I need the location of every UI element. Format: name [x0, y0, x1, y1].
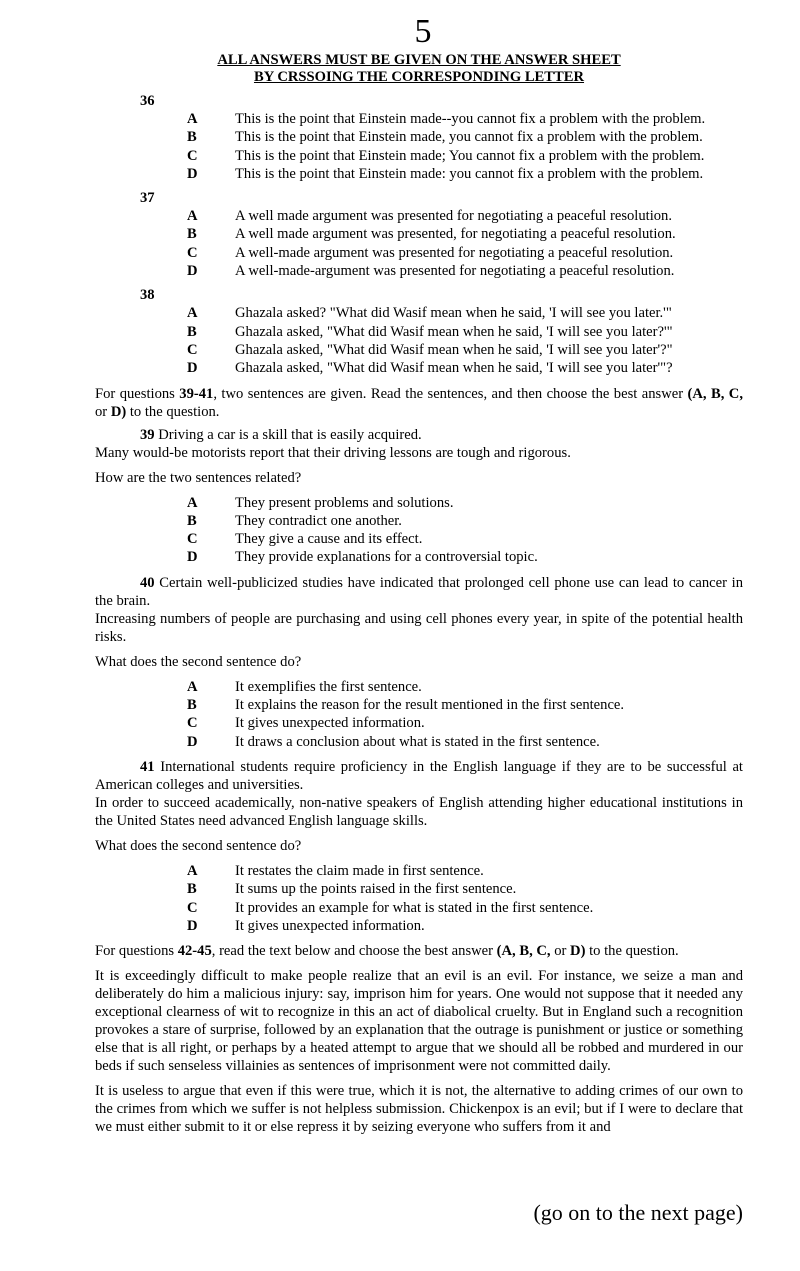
- sentence-2: Increasing numbers of people are purchasing and using cell phones every year, in spite of the potential health risks.: [95, 610, 743, 645]
- option-a: A It restates the claim made in first sentence.: [187, 862, 484, 879]
- option-a: A They present problems and solutions.: [187, 494, 454, 511]
- option-b: B Ghazala asked, "What did Wasif mean when he said, 'I will see you later?'": [187, 323, 673, 340]
- option-a: A A well made argument was presented for negotiating a peaceful resolution.: [187, 208, 672, 225]
- option-d: D This is the point that Einstein made: you cannot fix a problem with the problem.: [187, 165, 704, 182]
- option-c: C This is the point that Einstein made; You cannot fix a problem with the problem.: [187, 147, 705, 164]
- header-line-1: ALL ANSWERS MUST BE GIVEN ON THE ANSWER SHEET: [217, 52, 621, 68]
- question-36: [95, 92, 743, 183]
- option-d: D It gives unexpected information.: [187, 917, 425, 934]
- sentence-2: Many would-be motorists report that their driving lessons are tough and rigorous.: [95, 444, 571, 461]
- question-prompt: What does the second sentence do?: [95, 837, 302, 854]
- question-39: [95, 426, 743, 567]
- sentence-1: 39 Driving a car is a skill that is easily acquired.: [140, 426, 422, 443]
- option-d: D It draws a conclusion about what is stated in the first sentence.: [187, 733, 600, 750]
- option-c: C A well-made argument was presented for negotiating a peaceful resolution.: [187, 244, 674, 261]
- reading-passage-paragraph-2: It is useless to argue that even if this were true, which it is not, the alternative to adding crimes of our own to the crimes from which we suffer is not helpless submission. Chickenpox is an evil; but if I were to declare that we must either submit to it or else repress it by seizing everyone who suffers from it and: [95, 1083, 743, 1136]
- option-b: B It explains the reason for the result mentioned in the first sentence.: [187, 697, 625, 714]
- question-41: [95, 758, 743, 935]
- option-c: C They give a cause and its effect.: [187, 531, 423, 548]
- question-number: 37: [140, 190, 155, 207]
- option-d: D They provide explanations for a controversial topic.: [187, 549, 538, 566]
- question-number: 38: [140, 287, 155, 304]
- option-a: A Ghazala asked? "What did Wasif mean when he said, 'I will see you later.'": [187, 305, 672, 322]
- instructions-42-45: For questions 42-45, read the text below and choose the best answer (A, B, C, or D) to the question.: [95, 943, 679, 960]
- question-prompt: How are the two sentences related?: [95, 469, 302, 486]
- option-c: C Ghazala asked, "What did Wasif mean when he said, 'I will see you later'?": [187, 341, 673, 358]
- option-d: D Ghazala asked, "What did Wasif mean when he said, 'I will see you later'"?: [187, 360, 673, 377]
- sentence-2: In order to succeed academically, non-native speakers of English attending higher educational institutions in the United States need advanced English language skills.: [95, 794, 743, 829]
- continue-note: (go on to the next page): [533, 1200, 743, 1225]
- option-a: A It exemplifies the first sentence.: [187, 678, 422, 695]
- header-line-2: BY CRSSOING THE CORRESPONDING LETTER: [253, 69, 585, 85]
- sentence-1: 40 Certain well-publicized studies have indicated that prolonged cell phone use can lead to cancer in the brain.: [95, 574, 743, 609]
- option-b: B A well made argument was presented, for negotiating a peaceful resolution.: [187, 226, 676, 243]
- option-b: B This is the point that Einstein made, you cannot fix a problem with the problem.: [187, 129, 703, 146]
- reading-passage-paragraph-1: It is exceedingly difficult to make people realize that an evil is an evil. For instance, we seize a man and deliberately do him a malicious injury: say, imprison him for years. One would not suppose that it needed any exceptional clearness of wit to recognize in this an act of diabolical cruelty. But in England such a recognition provokes a stare of surprise, followed by an explanation that the outrage is punishment or justice or something else that is all right, or perhaps by a heated attempt to argue that we should all be robbed and murdered in our beds if such senseless villainies as sentences of imprisonment were not committed daily.: [95, 968, 743, 1075]
- question-40: [95, 574, 743, 751]
- option-b: B They contradict one another.: [187, 512, 402, 529]
- option-d: D A well-made-argument was presented for negotiating a peaceful resolution.: [187, 263, 675, 280]
- question-prompt: What does the second sentence do?: [95, 653, 302, 670]
- page-number: 5: [414, 13, 432, 50]
- instructions-header: [95, 52, 743, 86]
- question-37: [95, 189, 743, 280]
- sentence-1: 41 International students require proficiency in the English language if they are to be successful at American colleges and universities.: [95, 758, 743, 793]
- option-c: C It provides an example for what is stated in the first sentence.: [187, 899, 594, 916]
- option-a: A This is the point that Einstein made--you cannot fix a problem with the problem.: [187, 111, 706, 127]
- question-38: [95, 286, 743, 377]
- question-number: 36: [140, 93, 155, 109]
- instructions-39-41: For questions 39-41, two sentences are given. Read the sentences, and then choose the best answer (A, B, C, or D) to the question.: [95, 385, 743, 420]
- option-c: C It gives unexpected information.: [187, 715, 425, 732]
- option-b: B It sums up the points raised in the first sentence.: [187, 881, 517, 898]
- exam-page: [95, 14, 743, 1136]
